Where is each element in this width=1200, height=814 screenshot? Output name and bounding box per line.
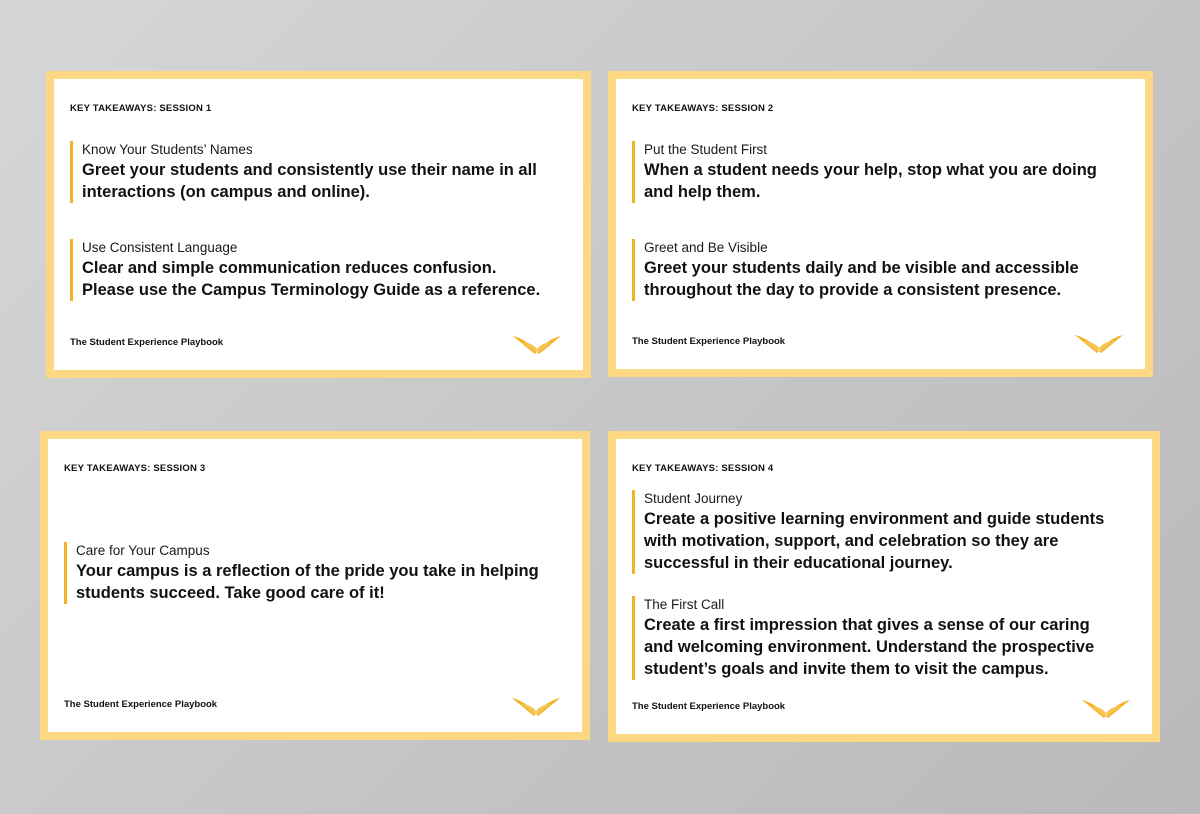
card-title: KEY TAKEAWAYS: SESSION 4 xyxy=(632,463,774,474)
takeaway-item xyxy=(70,141,540,203)
takeaway-heading: Greet and Be Visible xyxy=(644,240,768,255)
takeaway-card-session-1 xyxy=(46,71,591,378)
takeaway-card-session-4 xyxy=(608,431,1160,742)
takeaway-heading: Put the Student First xyxy=(644,142,768,157)
takeaway-card-session-2 xyxy=(608,71,1153,377)
takeaway-body: Create a first impression that gives a sense of our caring and welcoming environment. Understand the prospective student’s goals and invite them to visit the campus. xyxy=(644,616,1095,678)
card-footer: The Student Experience Playbook xyxy=(632,701,786,712)
wings-logo-icon xyxy=(1075,331,1123,355)
takeaway-item xyxy=(632,141,1102,203)
takeaway-card-session-3 xyxy=(40,431,590,740)
takeaway-heading: Use Consistent Language xyxy=(82,240,238,255)
takeaway-item xyxy=(632,596,1117,680)
card-title: KEY TAKEAWAYS: SESSION 2 xyxy=(632,103,774,114)
card-footer: The Student Experience Playbook xyxy=(64,699,218,710)
takeaway-heading: Care for Your Campus xyxy=(76,543,210,558)
takeaway-body: Create a positive learning environment and guide students with motivation, support, and celebration so they are successful in their educational journey. xyxy=(644,510,1105,572)
takeaway-item xyxy=(632,490,1117,574)
takeaway-heading: Student Journey xyxy=(644,491,743,506)
wings-logo-icon xyxy=(512,694,560,718)
card-title: KEY TAKEAWAYS: SESSION 1 xyxy=(70,103,212,114)
takeaway-body: When a student needs your help, stop what you are doing and help them. xyxy=(644,161,1097,201)
takeaway-body: Your campus is a reflection of the pride you take in helping students succeed. Take good care of it! xyxy=(76,562,539,602)
takeaway-body: Clear and simple communication reduces confusion. Please use the Campus Terminology Guide as a reference. xyxy=(82,259,541,299)
takeaway-body: Greet your students and consistently use their name in all interactions (on campus and online). xyxy=(82,161,537,201)
takeaway-item xyxy=(632,239,1102,301)
card-footer: The Student Experience Playbook xyxy=(70,337,224,348)
takeaway-item xyxy=(70,239,550,301)
takeaway-heading: Know Your Students’ Names xyxy=(82,142,253,157)
card-title: KEY TAKEAWAYS: SESSION 3 xyxy=(64,463,206,474)
takeaway-heading: The First Call xyxy=(644,597,725,612)
wings-logo-icon xyxy=(1082,696,1130,720)
takeaway-body: Greet your students daily and be visible and accessible throughout the day to provide a consistent presence. xyxy=(644,259,1079,299)
takeaway-item xyxy=(64,542,544,604)
card-footer: The Student Experience Playbook xyxy=(632,336,786,347)
wings-logo-icon xyxy=(513,332,561,356)
